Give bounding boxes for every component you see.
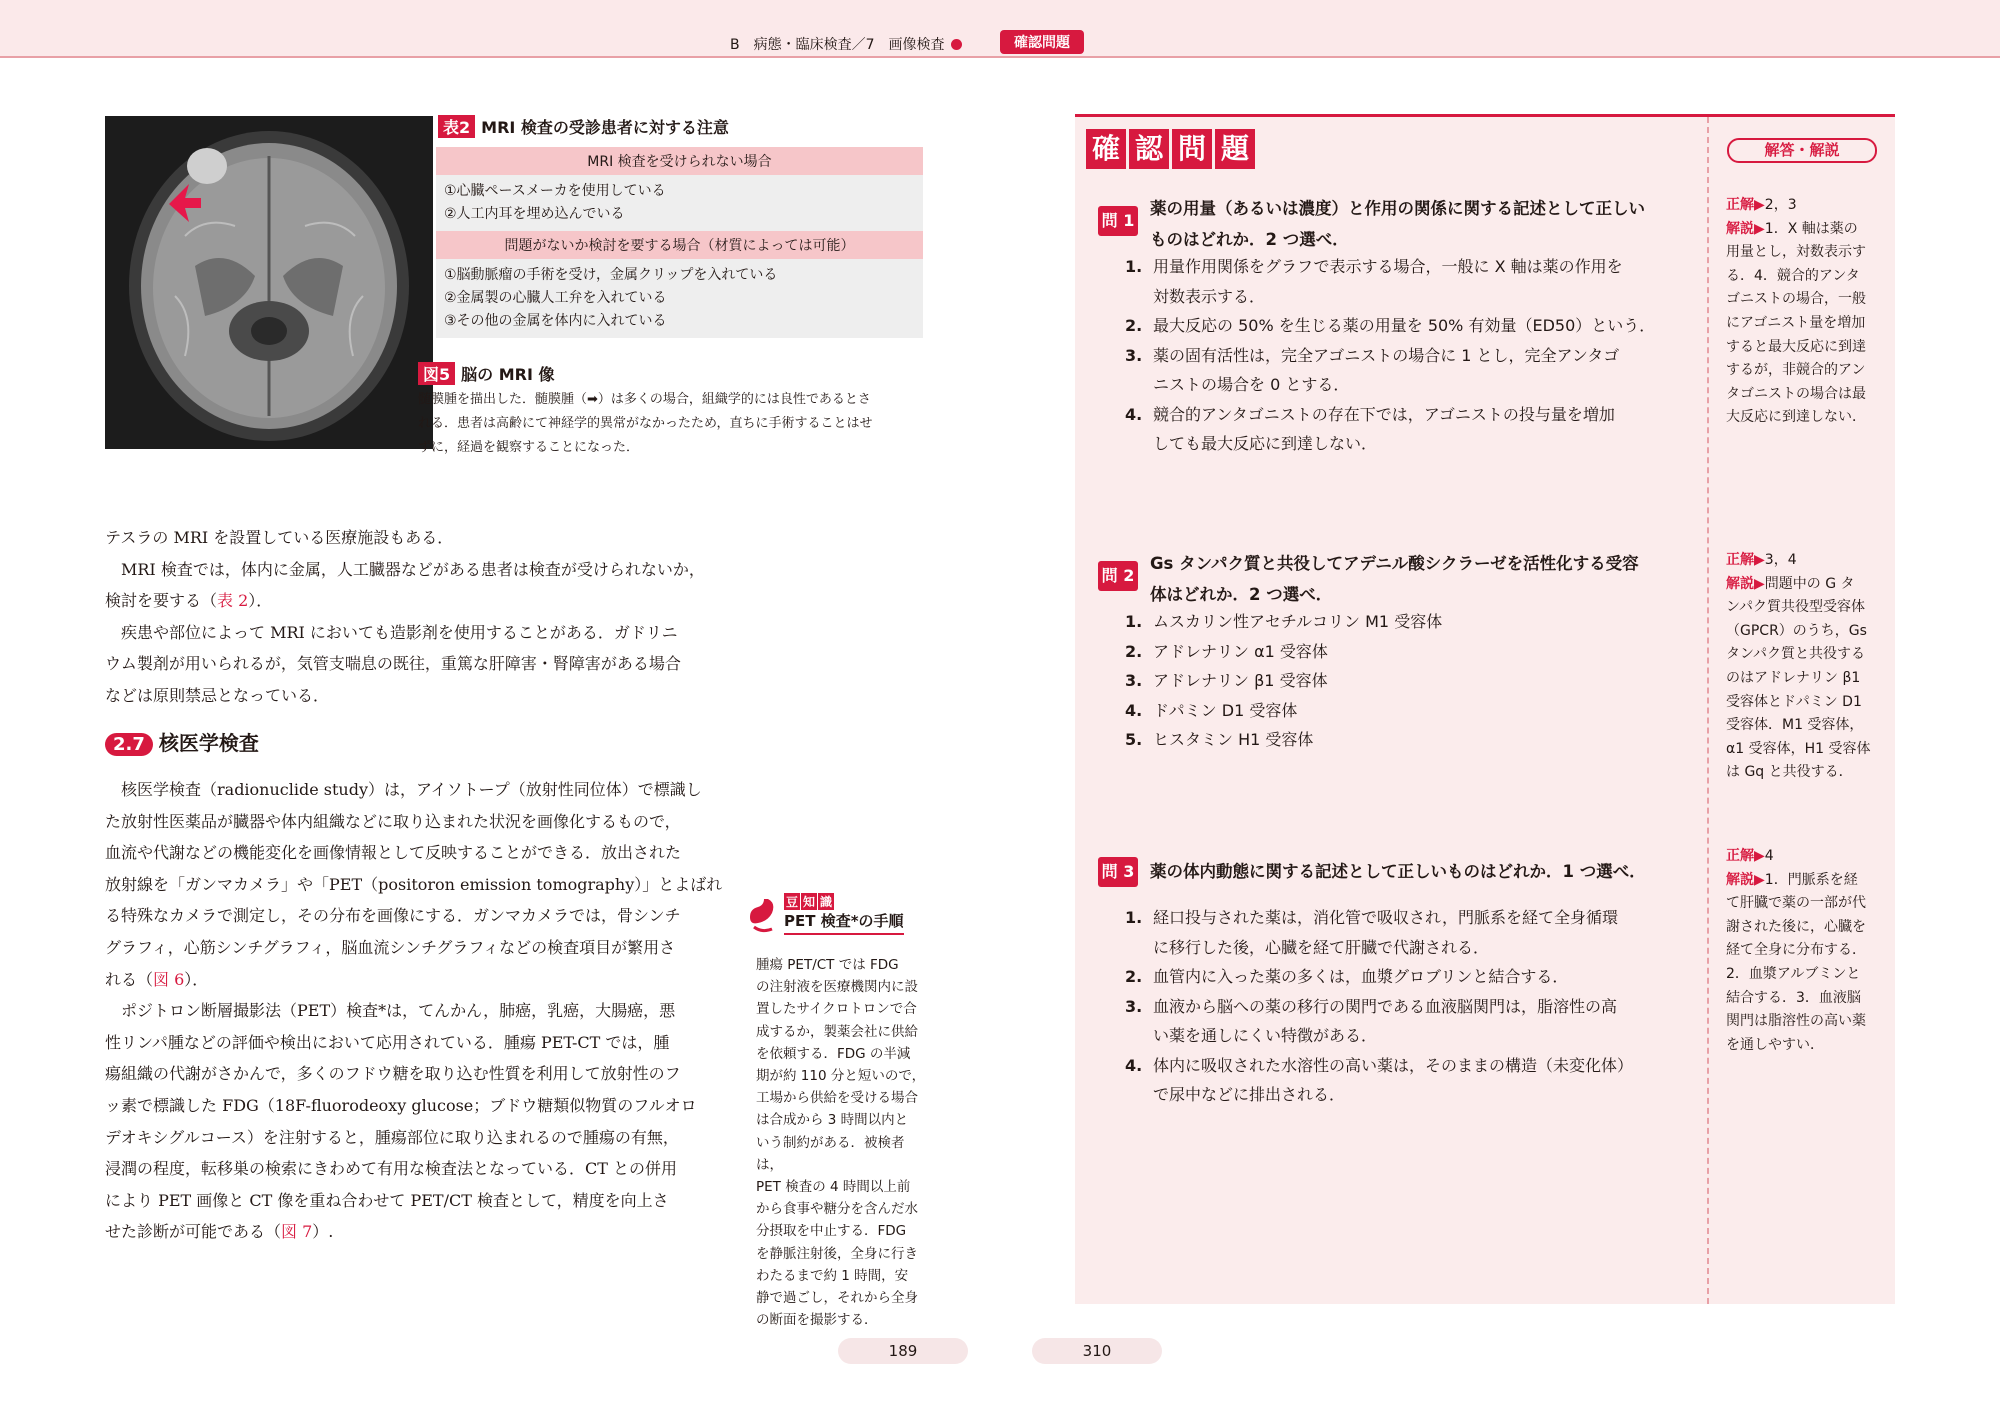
mame-line: 腫瘍 PET/CT では FDG	[756, 957, 899, 973]
body-line: れる（図 6）．	[105, 969, 209, 989]
option-item[interactable]: 2. 血管内に入った薬の多くは，血漿グロブリンと結合する．	[1125, 967, 1569, 986]
review-title	[1086, 129, 1255, 169]
section-heading-nuclear-medicine	[105, 727, 259, 756]
option-item[interactable]: 2. 最大反応の 50% を生じる薬の用量を 50% 有効量（ED50）という．	[1125, 316, 1656, 335]
mame-line: は合成から 3 時間以内と	[756, 1112, 909, 1129]
body-line: 核医学検査（radionuclide study）は，アイソトープ（放射性同位体）で標識し	[121, 780, 702, 799]
body-line: 瘍組織の代謝がさかんで，多くのフドウ糖を取り込む性質を利用して放射性のフ	[105, 1064, 681, 1084]
table-row: ③その他の金属を体内に入れている	[444, 313, 667, 329]
body-line: MRI 検査では，体内に金属，人工臓器などがある患者は検査が受けられないか，	[121, 559, 705, 579]
question1-answer: 正解▶2，3 解説▶1．X 軸は薬の 用量とし，対数表示す る．4．競合的アンタ ゴニストの場合，一般 にアゴニスト量を増加 すると最大反応に到達 するが，非競合的アン タゴニストの場合は最 大反応に到達しない．	[1726, 197, 1866, 426]
option-item[interactable]: 4. 競合的アンタゴニストの存在下では，アゴニストの投与量を増加 しても最大反応に到達しない．	[1125, 404, 1615, 453]
bean-icon	[746, 893, 780, 935]
body-line: せた診断が可能である（図 7）.	[105, 1222, 334, 1242]
body-line: 放射線を「ガンマカメラ」や「PET（positoron emission tomography）」とよばれ	[105, 874, 723, 894]
question2-answer: 正解▶3，4 解説▶問題中の G タ ンパク質共役型受容体 （GPCR）のうち，Gs タンパク質と共役する のはアドレナリン β1 受容体とドパミン D1 受容体．M1 受容体， α1 受容体，H1 受容体 は Gq と共役する．	[1726, 552, 1871, 781]
mame-line: わたるまで約 1 時間，安	[756, 1267, 909, 1284]
mame-body	[756, 954, 928, 1331]
body-line: 検討を要する（表 2）．	[105, 591, 273, 611]
mame-chishiki-box	[746, 893, 926, 935]
figure5-description	[418, 388, 928, 460]
body-line: ッ素で標識した FDG（18F-fluorodeoxy glucose；ブドウ糖類似物質のフルオロ	[105, 1095, 697, 1115]
answer-column-divider	[1707, 117, 1709, 1304]
body-line: ポジトロン断層撮影法（PET）検査*は，てんかん，肺癌，乳癌，大腸癌，悪	[121, 1001, 676, 1021]
mame-label: 豆 知 識	[786, 895, 833, 909]
option-item[interactable]: 3. 血液から脳への薬の移行の関門である血液脳関門は，脂溶性の高 い薬を通しにくい特徴がある．	[1125, 996, 1618, 1045]
body-line: 性リンパ腫などの評価や検出において応用されている．腫瘍 PET-CT では，腫	[105, 1032, 670, 1052]
question1-stem	[1150, 193, 1695, 255]
body-line: る特殊なカメラで測定し，その分布を画像にする．ガンマカメラでは，骨シンチ	[105, 906, 681, 926]
body-line: デオキシグルコース）を注射すると，腫瘍部位に取り込まれるので腫瘍の有無，	[105, 1127, 679, 1147]
title-char: 問	[1172, 129, 1212, 169]
mame-line: を静脈注射後，全身に行き	[756, 1245, 918, 1262]
option-item[interactable]: 2. アドレナリン α1 受容体	[1125, 641, 1328, 661]
mame-line: 工場から供給を受ける場合	[756, 1090, 918, 1107]
table2-title: MRI 検査の受診患者に対する注意	[481, 118, 729, 137]
body-line: た放射性医薬品が臓器や体内組織などに取り込まれた状況を画像化するもので，	[105, 811, 681, 831]
question3-stem	[1150, 856, 1695, 887]
figure6-reference-link[interactable]: 図 6	[153, 969, 185, 989]
mame-line: 置したサイクロトロンで合	[756, 1001, 917, 1018]
table-group-header: 問題がないか検討を要する場合（材質によっては可能）	[436, 231, 923, 259]
stem-line: 体はどれか．2 つ選べ．	[1150, 585, 1333, 604]
answer-header: 解答・解説	[1727, 138, 1877, 163]
option-item[interactable]: 4. 体内に吸収された水溶性の高い薬は，そのままの構造（未変化体） で尿中などに排出される．	[1125, 1055, 1634, 1104]
mame-line: いう制約がある．被検者は，	[756, 1134, 905, 1173]
table-row: ②金属製の心臓人工弁を入れている	[444, 290, 667, 306]
mame-line: 静で過ごし，それから全身	[756, 1290, 918, 1307]
body-line: により PET 画像と CT 像を重ね合わせて PET/CT 検査として，精度を向上さ	[105, 1190, 669, 1210]
table2-tag: 表2	[438, 115, 475, 138]
body-text-nuclear	[105, 774, 727, 1248]
table-group-header: MRI 検査を受けられない場合	[436, 147, 923, 175]
body-line: 疾患や部位によって MRI においても造影剤を使用することがある．ガドリニ	[121, 622, 678, 642]
body-text-mri	[105, 522, 727, 712]
section-number: 2.7	[105, 733, 153, 756]
brain-mri-image	[105, 116, 433, 449]
body-line: 浸潤の程度，転移巣の検索にきわめて有用な検査法となっている．CT との併用	[105, 1159, 678, 1179]
page-number-right: 310	[1032, 1338, 1162, 1364]
mame-line: の断面を撮影する．	[756, 1312, 878, 1329]
caption-line: 髄膜腫を描出した．髄膜腫（➡）は多くの場合，組織学的には良性であるとさ	[418, 392, 871, 407]
figure7-reference-link[interactable]: 図 7	[281, 1222, 313, 1242]
stem-line: 薬の用量（あるいは濃度）と作用の関係に関する記述として正しい	[1150, 199, 1645, 218]
table-group-body	[436, 175, 923, 231]
caption-line: ずに，経過を観察することになった．	[418, 440, 640, 455]
mame-heading-group	[784, 893, 904, 935]
option-item[interactable]: 4. ドパミン D1 受容体	[1125, 700, 1298, 720]
table-row: ①脳動脈瘤の手術を受け，金属クリップを入れている	[444, 267, 778, 283]
brain-mri-drawing	[105, 116, 433, 449]
question2-options	[1125, 607, 1695, 755]
mame-line: を依頼する．FDG の半減	[756, 1045, 911, 1062]
body-line: などは原則禁忌となっている．	[105, 685, 330, 705]
mame-line: から食事や糖分を含んだ水	[756, 1201, 918, 1218]
option-item[interactable]: 1. ムスカリン性アセチルコリン M1 受容体	[1125, 612, 1443, 631]
body-line: テスラの MRI を設置している医療施設もある．	[105, 528, 454, 547]
section-tab: 確認問題	[1000, 30, 1084, 54]
stem-line: Gs タンパク質と共役してアデニル酸シクラーゼを活性化する受容	[1150, 554, 1639, 573]
table2-reference-link[interactable]: 表 2	[217, 591, 249, 611]
body-line: グラフィ，心筋シンチグラフィ，脳血流シンチグラフィなどの検査項目が繁用さ	[105, 937, 676, 957]
figure5-tag: 図5	[418, 362, 455, 385]
stem-line: ものはどれか．2 つ選べ．	[1150, 230, 1349, 249]
stem-line: 薬の体内動態に関する記述として正しいものはどれか．1 つ選べ．	[1150, 862, 1646, 881]
question2-stem	[1150, 548, 1695, 610]
question1-mark: 問 1	[1098, 206, 1138, 236]
mame-line: 分摂取を中止する．FDG	[756, 1223, 907, 1240]
table-row: ②人工内耳を埋め込んでいる	[444, 206, 625, 222]
mame-title	[746, 893, 926, 935]
option-item[interactable]: 3. 薬の固有活性は，完全アゴニストの場合に 1 とし，完全アンタゴ ニストの場合を 0 とする．	[1125, 345, 1620, 394]
running-head: B 病態・臨床検査／7 画像検査	[730, 34, 962, 54]
option-item[interactable]: 1. 経口投与された薬は，消化管で吸収され，門脈系を経て全身循環 に移行した後，心臓を経て肝臓で代謝される．	[1125, 908, 1618, 957]
body-line: 血流や代謝などの機能変化を画像情報として反映することができる．放出された	[105, 843, 682, 863]
mame-line: の注射液を医療機関内に設	[756, 979, 918, 996]
question3-options	[1125, 903, 1695, 1110]
mame-line: 期が約 110 分と短いので，	[756, 1068, 926, 1085]
mri-precaution-table	[436, 147, 923, 338]
bullet-dot-icon	[951, 39, 962, 50]
title-char: 題	[1215, 129, 1255, 169]
caption-line: れる．患者は高齢にて神経学的異常がなかったため，直ちに手術することはせ	[418, 416, 873, 431]
figure5-title: 脳の MRI 像	[461, 365, 555, 384]
question3-mark: 問 3	[1098, 857, 1138, 887]
option-item[interactable]: 1. 用量作用関係をグラフで表示する場合，一般に X 軸は薬の作用を 対数表示する．	[1125, 257, 1623, 306]
mame-line: PET 検査の 4 時間以上前	[756, 1179, 911, 1196]
mame-line: 成するか，製薬会社に供給	[756, 1023, 918, 1040]
question2-mark: 問 2	[1098, 561, 1138, 591]
title-char: 確	[1086, 129, 1126, 169]
table-group-body	[436, 259, 923, 338]
table2-caption	[438, 115, 729, 138]
option-item[interactable]: 5. ヒスタミン H1 受容体	[1125, 730, 1314, 749]
table-row: ①心臓ペースメーカを使用している	[444, 183, 666, 199]
question3-answer: 正解▶4 解説▶1．門脈系を経 て肝臓で薬の一部が代 謝された後に，心臓を 経て全身に分布する． 2．血漿アルブミンと 結合する．3．血液脳 関門は脂溶性の高い薬 を通しやすい．	[1726, 848, 1866, 1053]
page-number-left: 189	[838, 1338, 968, 1364]
option-item[interactable]: 3. アドレナリン β1 受容体	[1125, 671, 1328, 690]
title-char: 認	[1129, 129, 1169, 169]
mame-heading: PET 検査*の手順	[784, 910, 904, 935]
question1-options	[1125, 252, 1695, 459]
section-title: 核医学検査	[158, 731, 259, 755]
figure5-caption	[418, 362, 554, 385]
body-line: ウム製剤が用いられるが，気管支喘息の既往，重篤な肝障害・腎障害がある場合	[105, 654, 681, 674]
